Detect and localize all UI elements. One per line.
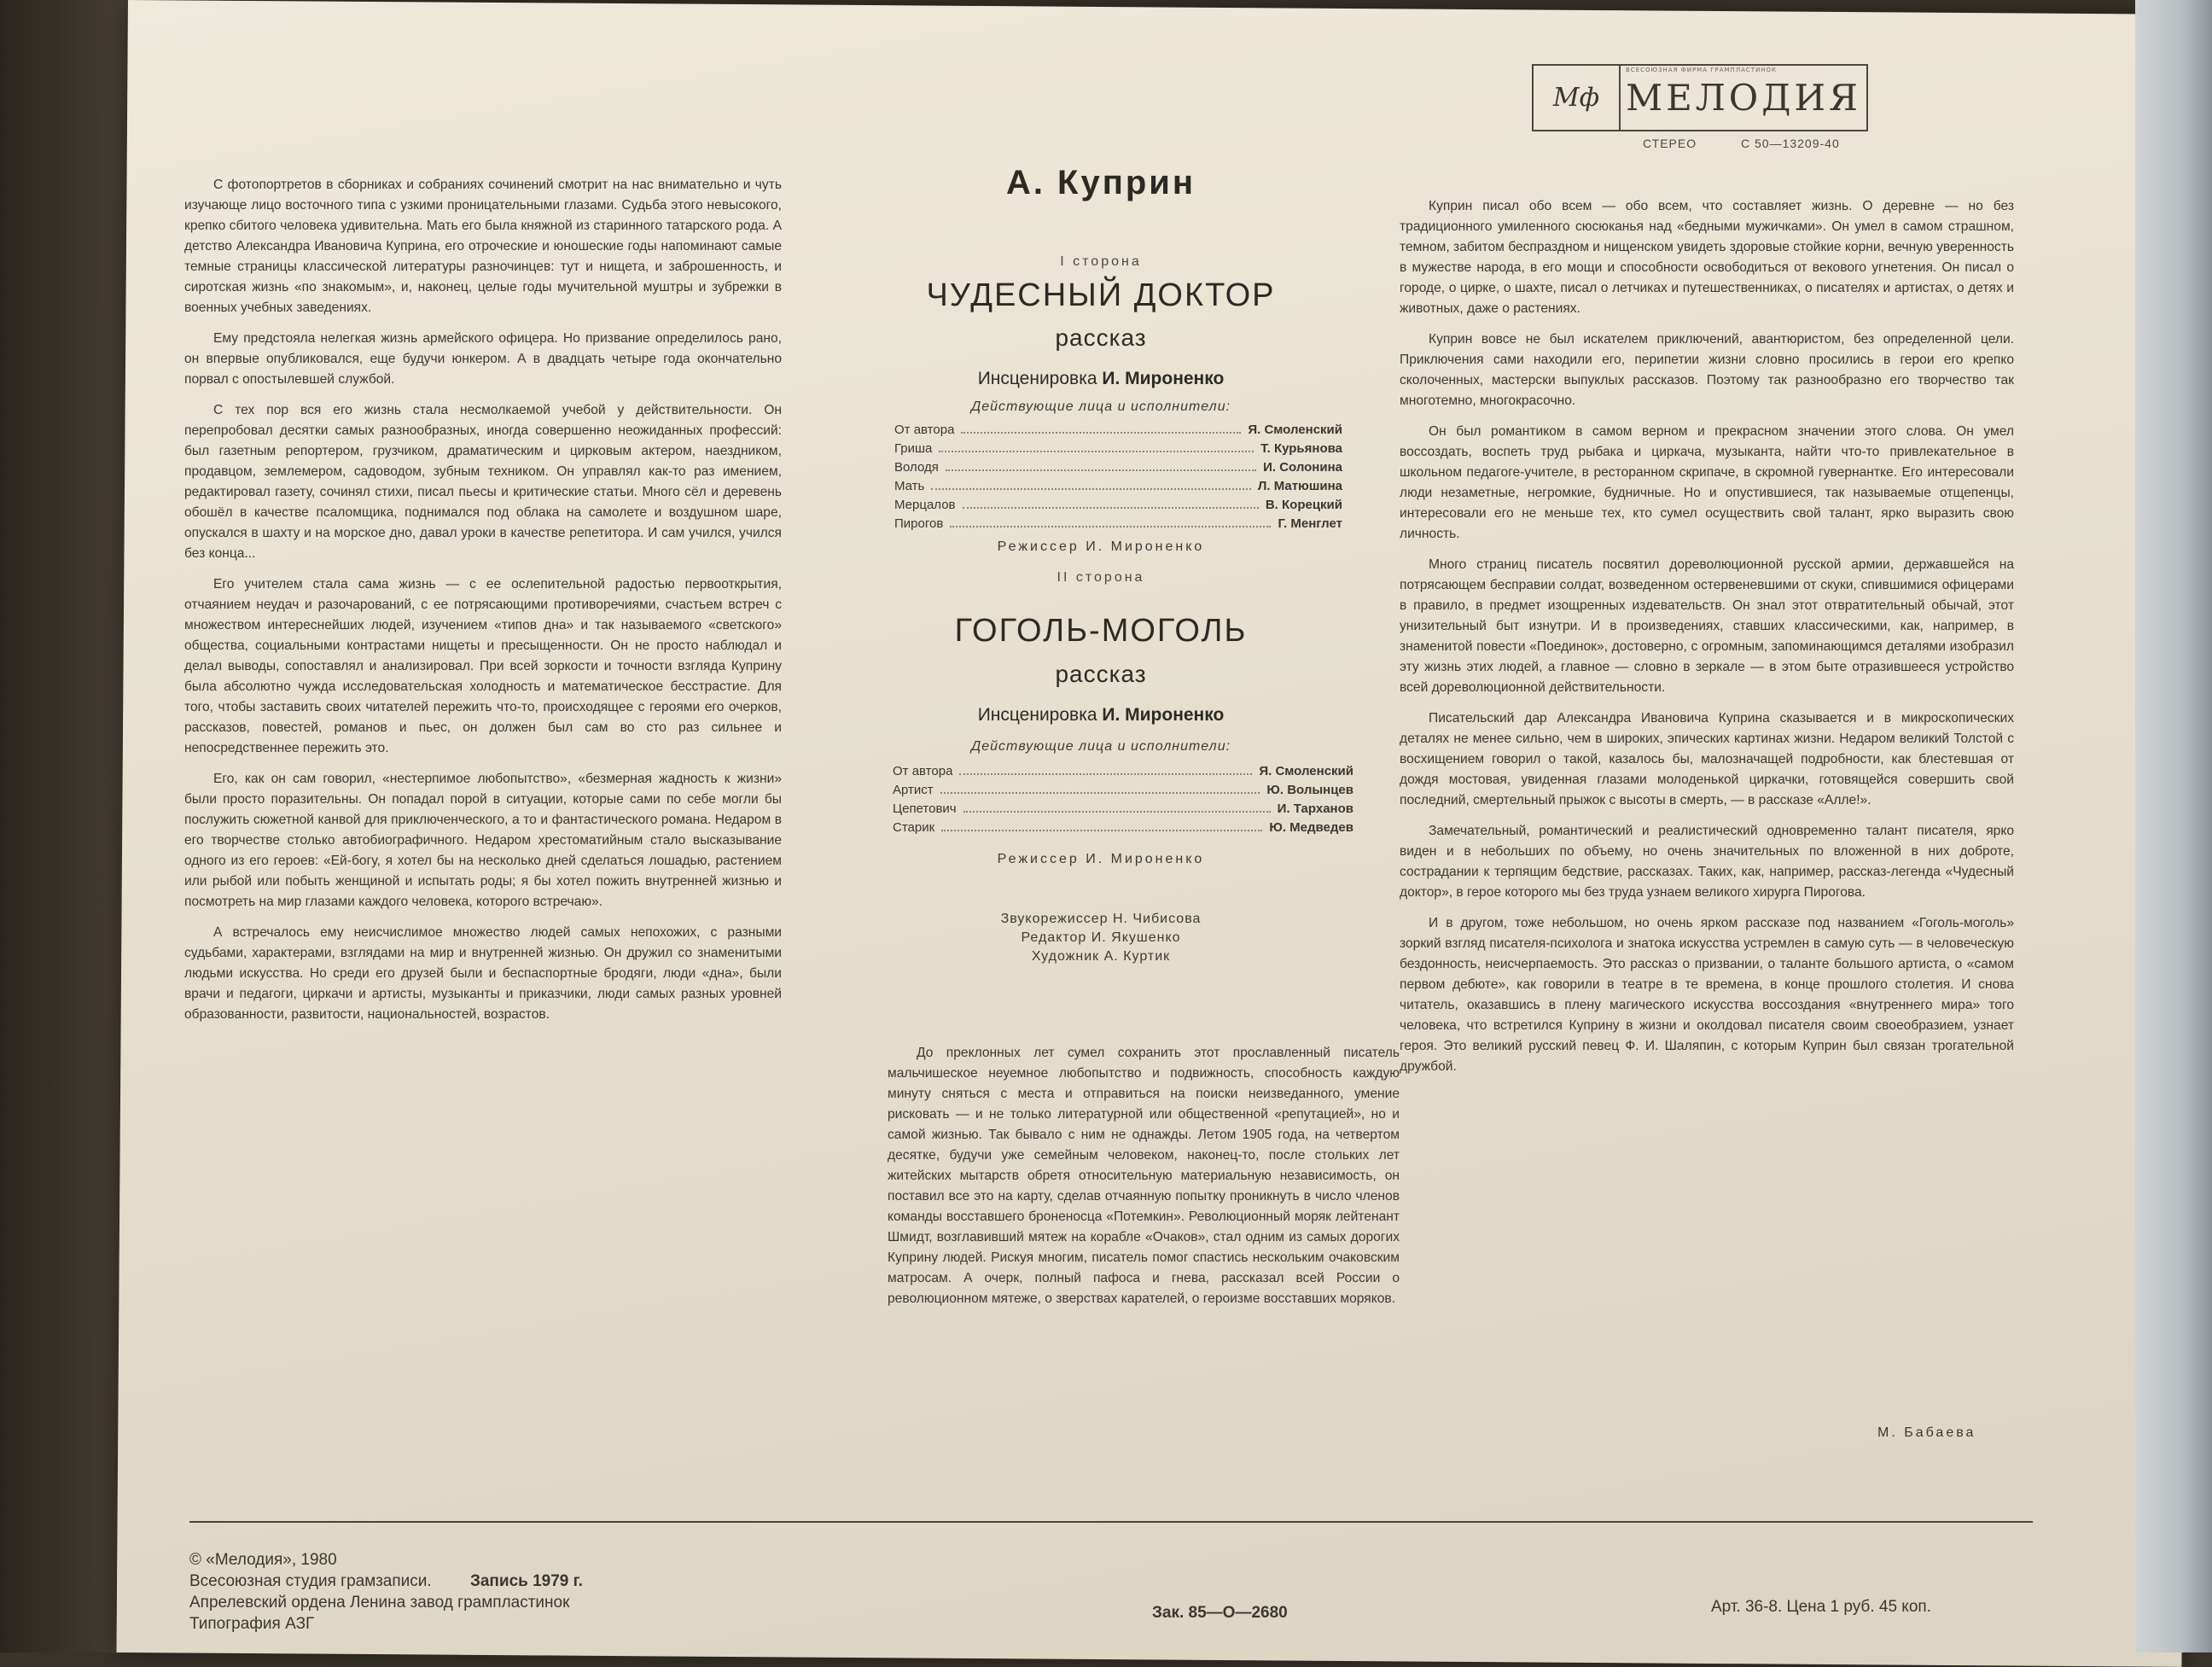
paragraph: Писательский дар Александра Ивановича Куприна сказывается и в микроскопических деталях не менее сильно, чем в широких, эпических картинах жизни. Недаром великий Толстой с восхищением говорил о такой, казалось бы, малозначащей подробности, как блестевшая от дождя мостовая, увиденная глазами молоденькой циркачки, готовящейся совершить свой последний, смертельный прыжок с высоты в смерть, — в рассказе «Алле!». — [1400, 711, 2014, 807]
paragraph: С фотопортретов в сборниках и собраниях сочинений смотрит на нас внимательно и чуть изучающе лицо восточного типа с узкими проницательными глазами. Судьба этого невысокого, крепко сбитого человека удивительна. Мать его была княжной из старинного татарского рода. А детство Александра Ивановича Куприна, его отроческие и юношеские годы напоминают самые темные страницы классической литературы разночинцев: тут и нищета, и заброшенность, и сиротская жизнь «по знакомым», и, наконец, целые годы мучительной муштры и зубрежки в военных учебных заведениях. — [184, 178, 782, 315]
paragraph: Его, как он сам говорил, «нестерпимое любопытство», «безмерная жадность к жизни» были просто поразительны. Он попадал порой в ситуации, которые сами по себе могли бы послужить сюжетной канвой для приключенческого, а то и фантастического романа. Недаром в его творчестве столько автобиографичного. Недаром хрестоматийным стало высказывание одного из его героев: «Ей-богу, я хотел бы на несколько дней сделаться лошадью, растением или рыбой или побыть женщиной и испытать роды; я бы хотел пожить внутренней жизнью и посмотреть на мир глазами каждого человека, которого встречаю». — [184, 772, 782, 909]
leader-dots — [961, 425, 1241, 434]
right-column-text — [1400, 196, 2014, 1087]
cast-row — [894, 476, 1342, 495]
cast-role: Старик — [893, 819, 935, 835]
side2-cast-list — [893, 761, 1353, 836]
catalog-number: С 50—13209-40 — [1741, 137, 1840, 150]
melodiya-logo — [1532, 64, 1868, 131]
artist: Художник А. Куртик — [1031, 949, 1171, 964]
crew-block — [888, 910, 1314, 966]
background-shadow — [0, 0, 137, 1652]
side2-cast-header: Действующие лица и исполнители: — [970, 739, 1231, 754]
cast-role: Артист — [893, 782, 934, 797]
author-name: А. Куприн — [1005, 164, 1196, 201]
cast-row — [893, 799, 1353, 818]
side1-title: ЧУДЕСНЫЙ ДОКТОР — [926, 277, 1276, 313]
left-column-text — [184, 175, 782, 1035]
cast-row — [894, 420, 1342, 439]
factory: Апрелевский ордена Ленина завод грампластинок — [189, 1594, 570, 1612]
stereo-label: СТЕРЕО — [1643, 137, 1697, 150]
side2-label: II сторона — [1057, 570, 1145, 585]
paragraph: До преклонных лет сумел сохранить этот прославленный писатель мальчишеское неуемное любопытство и подвижность, способность каждую минуту сняться с места и отправиться на поиски неизведанного, умение рисковать — и не только литературной или общественной «репутацией», но и самой жизнью. Так бывало с ним не однажды. Летом 1905 года, на четвертом десятке, будучи уже семейным человеком, наконец-то, после стольких лет житейских мытарств обретя относительную материальную независимость, он поставил все это на карту, сделав отчаянную попытку проникнуть в число членов команды восставшего броненосца «Потемкин». Революционный моряк лейтенант Шмидт, возглавивший мятеж на корабле «Очаков», стал одним из самых дорогих Куприну людей. Рискуя многим, писатель помог спастись нескольким очаковским матросам. А очерк, полный пафоса и гнева, рассказал всей России о революционном мятеже, о зверствах карателей, о героизме восставших моряков. — [888, 1046, 1400, 1306]
paragraph: А встречалось ему неисчислимое множество людей самых непохожих, с разными судьбами, характерами, взглядами на мир и внутренней жизнью. Он дружил со знаменитыми людьми искусства. Но среди его друзей были и беспаспортные бродяги, люди «дна», были врачи и педагоги, циркачи и артисты, музыканты и приказчики, люди самых разных уровней образованности, развитости, национальностей, возрастов. — [184, 925, 782, 1022]
paragraph: И в другом, тоже небольшом, но очень ярком рассказе под названием «Гоголь-моголь» зоркий взгляд писателя-психолога и знатока искусства устремлен в самую суть — в человеческую бездонность, неисчерпаемость. Это рассказ о призвании, о таланте большого артиста, о «самом первом дебюте», как говорили в театре в те времена, в конце прошлого столетия. И снова читатель, оказавшись в плену магического искусства воссоздания «внутреннего мира» того человека, что встретился Куприну в жизни и околдовал писателя своим своеобразием, узнает героя. Это великий русский певец Ф. И. Шаляпин, с которым Куприн был связан трогательной дружбой. — [1400, 916, 2014, 1074]
side2-director: Режиссер И. Мироненко — [997, 852, 1205, 866]
side2-genre: рассказ — [1055, 661, 1147, 687]
recorded: Запись 1979 г. — [469, 1572, 583, 1590]
side1-genre: рассказ — [1055, 324, 1147, 351]
cast-row — [893, 761, 1353, 780]
adaptation-name: И. Мироненко — [1102, 369, 1225, 388]
cast-actor: И. Тарханов — [1277, 801, 1353, 816]
paragraph: Куприн писал обо всем — обо всем, что составляет жизнь. О деревне — но без традиционного умиленного сюсюканья над «бедными мужичками». Он умел в самом страшном, темном, забитом беспраздном и нищенском увидеть здоровые стойкие корни, вечную уверенность в мужестве народа, в его мощи и способности освободиться от векового угнетения. Он писал о городе, о цирке, о шахте, писал о летчиках и путешественниках, о писателях и артистах, о детях и животных, даже о растениях. — [1400, 199, 2014, 316]
side2-title: ГОГОЛЬ-МОГОЛЬ — [954, 613, 1248, 649]
paragraph: Замечательный, романтический и реалистический одновременно талант писателя, ярко виден и в небольших по объему, но очень значительных по вложенной в них доброте, сострадании к терпящим бедствие, рассказах. Таких, как, например, рассказ-легенда «Чудесный доктор», в герое которого мы без труда узнаем великого хирурга Пирогова. — [1400, 824, 2014, 900]
cast-row — [894, 514, 1342, 533]
leader-dots — [939, 444, 1254, 452]
editor: Редактор И. Якушенко — [1021, 930, 1181, 945]
sleeve-edge — [2135, 0, 2212, 1652]
logo-mark: Мф — [1534, 66, 1621, 130]
cast-role: Мать — [894, 478, 925, 493]
cast-role: Гриша — [894, 440, 933, 456]
side1-cast-list — [894, 420, 1342, 533]
price: Арт. 36-8. Цена 1 руб. 45 коп. — [1711, 1598, 1931, 1616]
cast-row — [893, 780, 1353, 799]
cast-actor: В. Корецкий — [1265, 497, 1342, 512]
studio-line — [189, 1571, 583, 1592]
order-number: Зак. 85—О—2680 — [1152, 1604, 1288, 1622]
cast-actor: Я. Смоленский — [1259, 763, 1353, 778]
side2-adaptation — [845, 705, 1357, 726]
side1-adaptation — [845, 369, 1357, 389]
cast-row — [894, 458, 1342, 476]
cast-actor: Л. Матюшина — [1257, 478, 1342, 493]
leader-dots — [950, 519, 1271, 527]
adaptation-name: И. Мироненко — [1102, 705, 1225, 725]
sound-engineer: Звукорежиссер Н. Чибисова — [1000, 912, 1202, 926]
cast-actor: Ю. Медведев — [1269, 819, 1353, 835]
footer-rule — [189, 1521, 2033, 1523]
cast-actor: Я. Смоленский — [1248, 422, 1342, 437]
cast-role: Мерцалов — [894, 497, 956, 512]
cast-row — [893, 818, 1353, 836]
leader-dots — [940, 785, 1260, 794]
adaptation-prefix: Инсценировка — [977, 705, 1097, 725]
logo-subline: ВСЕСОЮЗНАЯ ФИРМА ГРАМПЛАСТИНОК — [1626, 67, 1778, 73]
side1-cast-header: Действующие лица и исполнители: — [970, 399, 1231, 414]
paragraph: Ему предстояла нелегкая жизнь армейского офицера. Но призвание определилось рано, он впервые опубликовался, еще будучи юнкером. А в двадцать четыре года окончательно порвал с опостылевшей службой. — [184, 331, 782, 387]
paragraph: Его учителем стала сама жизнь — с ее ослепительной радостью первооткрытия, отчаянием неудач и разочарований, с ее потрясающими противоречиями, счастьем встреч с множеством интереснейших людей, изучением «типов дна» и так называемого «светского» общества, социальными контрастами нищеты и пресыщенности. Он не просто наблюдал и делал выводы, сопоставлял и анализировал. При всей зоркости и точности взгляда Куприну была абсолютно чужда исследовательская холодность и математическое бесстрастие. Для того, чтобы заставить своих читателей пережить что-то, происходящее с героями его очерков, рассказов, повестей, романов и пьес, он должен был сам во сто раз сильнее и непосредственнее пережить это. — [184, 577, 782, 755]
leader-dots — [946, 463, 1256, 471]
cast-actor: Ю. Волынцев — [1266, 782, 1353, 797]
studio: Всесоюзная студия грамзаписи. — [189, 1572, 432, 1590]
cast-role: Пирогов — [894, 516, 944, 531]
paragraph: Много страниц писатель посвятил дореволюционной русской армии, державшейся на потрясающем бесправии солдат, возведенном остервеневшими от скуки, спившимися офицерами в правило, в предмет изощренных издевательств. Он знал этот отвратительный обычай, этот унизительный быт изнутри. И в произведениях, ставших классическими, как, например, в знаменитой повести «Поединок», достоверно, с огромным, запоминающимся деталями изобразил эту жизнь этих людей, а главное — словно в зеркале — в этом быте отразившееся устройство всей дореволюционной действительности. — [1400, 557, 2014, 695]
printer: Типография АЗГ — [189, 1615, 315, 1633]
cast-role: От автора — [894, 422, 955, 437]
cast-row — [894, 439, 1342, 458]
footer-left — [189, 1549, 583, 1635]
cast-role: Володя — [894, 459, 939, 475]
paragraph: Он был романтиком в самом верном и прекрасном значении этого слова. Он умел воссоздать, воспеть труд рыбака и циркача, музыканта, найти что-то привлекательное в школьном педагоге-учителе, в ресторанном скрипаче, в скромной гувернантке. Его интересовали люди незаметные, негромкие, будничные. Но и опустившиеся, так называемые отщепенцы, интересовали его не меньше тех, кто сумел осуществить свой талант, ярко выразить свою личность. — [1400, 424, 2014, 541]
leader-dots — [963, 804, 1271, 813]
side1-label: I сторона — [1060, 254, 1142, 269]
leader-dots — [959, 766, 1252, 775]
cast-role: От автора — [893, 763, 953, 778]
signature: М. Бабаева — [1877, 1425, 1976, 1440]
leader-dots — [931, 481, 1250, 490]
adaptation-prefix: Инсценировка — [977, 369, 1097, 388]
cast-actor: И. Солонина — [1263, 459, 1342, 475]
middle-column-text — [888, 1043, 1400, 1320]
cast-row — [894, 495, 1342, 514]
side1-director: Режиссер И. Мироненко — [997, 539, 1205, 554]
cast-actor: Т. Курьянова — [1260, 440, 1342, 456]
leader-dots — [963, 500, 1259, 509]
paragraph: Куприн вовсе не был искателем приключений, авантюристом, без определенной цели. Приключения сами находили его, перипетии жизни словно просились в герои его крепко сколоченных, мастерски выпуклых рассказов. Поэтому так разнообразно его творчество так многотемно, многокрасочно. — [1400, 332, 2014, 408]
cast-role: Цепетович — [893, 801, 957, 816]
copyright: © «Мелодия», 1980 — [189, 1551, 337, 1569]
cast-actor: Г. Менглет — [1278, 516, 1342, 531]
logo-word: МЕЛОДИЯ — [1626, 77, 1861, 119]
leader-dots — [941, 823, 1262, 831]
paragraph: С тех пор вся его жизнь стала несмолкаемой учебой у действительности. Он перепробовал десятки самых разнообразных, иногда совершенно неожиданных профессий: был газетным репортером, грузчиком, драматическим и цирковым актером, наездником, продавцом, землемером, садоводом, зубным техником. Он управлял как-то раз имением, редактировал газету, сочинял стихи, писал пьесы и критические статьи. Много сёл и деревень обошёл в качестве псаломщика, поднимался под облака на самолете и воздушном шаре, опускался в шахту и на морское дно, давал уроки в качестве репетитора. И сам учился, учился без конца... — [184, 403, 782, 561]
